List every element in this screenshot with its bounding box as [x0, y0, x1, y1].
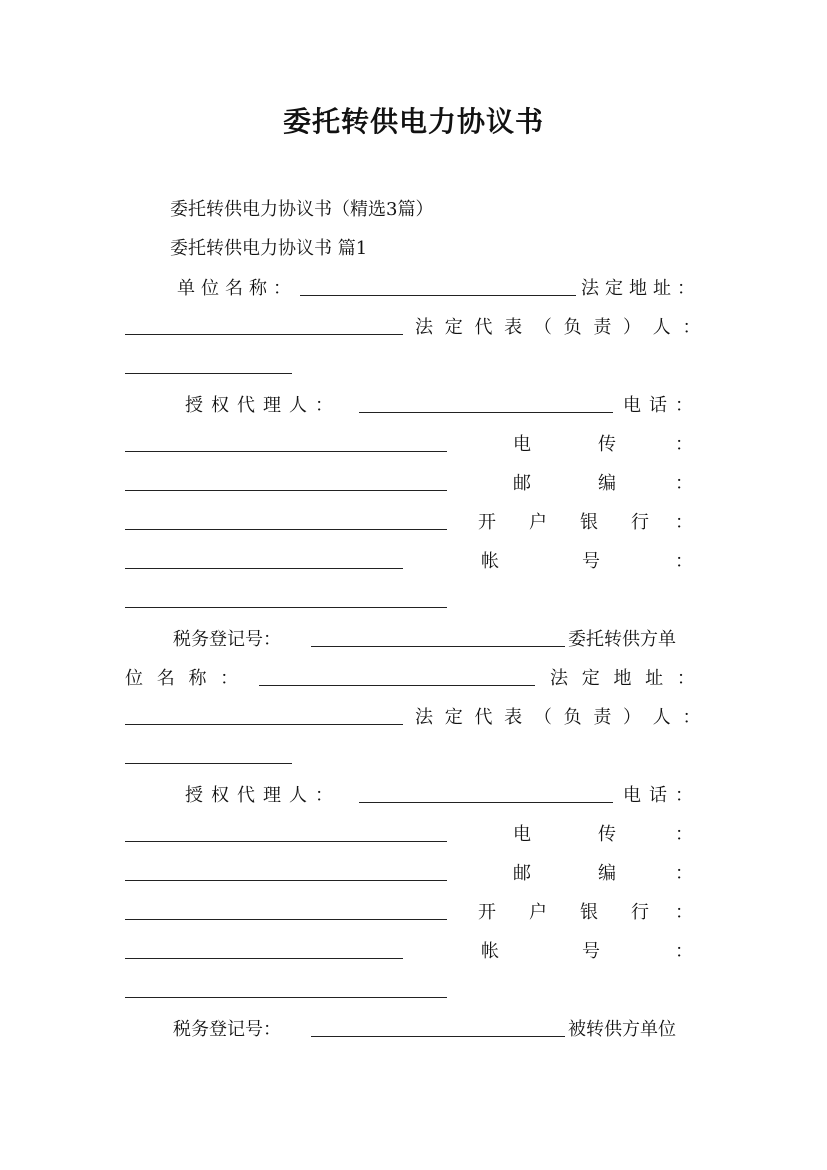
- p1-address-label: 法定地址：: [581, 278, 701, 299]
- p1-agent-blank[interactable]: [359, 393, 613, 413]
- p2-fax-blank[interactable]: [125, 861, 447, 881]
- p2-tax-label: 税务登记号：: [173, 1019, 281, 1040]
- p1-unit-line: [125, 276, 703, 302]
- p1-acct-label-b: 号: [582, 551, 600, 572]
- p2-acct-line: [125, 939, 703, 965]
- p2-unit-label: 位 名 称 ：: [125, 668, 243, 689]
- p1-acct-label-a: 帐: [481, 551, 499, 572]
- p1-acct-blank[interactable]: [125, 588, 447, 608]
- document-title: 委托转供电力协议书: [282, 105, 544, 138]
- p2-post-line: [125, 861, 703, 887]
- p1-rep-blank[interactable]: [125, 354, 292, 374]
- p2-phone-label: 电话：: [623, 785, 701, 806]
- p1-phone-label: 电话：: [623, 395, 701, 416]
- p2-address-blank[interactable]: [125, 705, 403, 725]
- p2-post-colon: ：: [675, 863, 693, 884]
- p1-address-blank[interactable]: [125, 315, 403, 335]
- p2-post-label-b: 编: [598, 863, 616, 884]
- p1-tax-label: 税务登记号：: [173, 629, 281, 650]
- p2-tax-line: [125, 1017, 703, 1043]
- p2-fax-line: [125, 822, 703, 848]
- p2-bank-colon: ：: [675, 902, 693, 923]
- p1-post-line: [125, 471, 703, 497]
- p2-post-label-a: 邮: [513, 863, 531, 884]
- p1-fax-colon: ：: [675, 434, 693, 455]
- p2-acct-colon: ：: [675, 941, 693, 962]
- p2-bank-line: [125, 900, 703, 926]
- p1-fax-label-a: 电: [513, 434, 531, 455]
- p2-rep-blank-line: [125, 744, 703, 770]
- p2-acct-blank-line: [125, 978, 703, 1004]
- p3-intro: 被转供方单位: [568, 1019, 676, 1040]
- p1-rep-label: 法 定 代 表 （ 负 责 ） 人 ：: [415, 317, 704, 338]
- p1-tax-line: [125, 627, 703, 653]
- p1-agent-line: [125, 393, 703, 419]
- p2-bank-char-3: 银: [580, 902, 598, 923]
- p2-rep-blank[interactable]: [125, 744, 292, 764]
- section-heading-line: [125, 236, 703, 262]
- p1-post-label-a: 邮: [513, 473, 531, 494]
- p2-tax-blank[interactable]: [311, 1017, 565, 1037]
- p1-bank-blank[interactable]: [125, 549, 403, 569]
- p1-bank-colon: ：: [675, 512, 693, 533]
- p2-agent-line: [125, 783, 703, 809]
- p1-post-blank[interactable]: [125, 510, 447, 530]
- p1-bank-char-3: 银: [580, 512, 598, 533]
- p1-unit-blank[interactable]: [300, 276, 576, 296]
- p1-agent-label: 授权代理人：: [185, 395, 341, 416]
- p2-fax-label-a: 电: [513, 824, 531, 845]
- p1-post-colon: ：: [675, 473, 693, 494]
- p2-acct-label-b: 号: [582, 941, 600, 962]
- p1-fax-line: [125, 432, 703, 458]
- p2-address-label: 法 定 地 址 ：: [550, 668, 699, 689]
- p2-bank-blank[interactable]: [125, 939, 403, 959]
- section-heading: 委托转供电力协议书 篇1: [170, 238, 368, 259]
- p1-acct-line: [125, 549, 703, 575]
- p2-fax-label-b: 传: [598, 824, 616, 845]
- p1-bank-char-2: 户: [529, 512, 547, 533]
- p1-rep-line: [125, 315, 703, 341]
- p1-acct-blank-line: [125, 588, 703, 614]
- p2-rep-label: 法 定 代 表 （ 负 责 ） 人 ：: [415, 707, 704, 728]
- p2-rep-line: [125, 705, 703, 731]
- p2-fax-colon: ：: [675, 824, 693, 845]
- p2-bank-char-2: 户: [529, 902, 547, 923]
- p2-agent-blank[interactable]: [359, 783, 613, 803]
- p1-acct-colon: ：: [675, 551, 693, 572]
- p2-unit-blank[interactable]: [259, 666, 535, 686]
- p2-intro: 委托转供方单: [568, 629, 676, 650]
- p1-bank-char-4: 行: [631, 512, 649, 533]
- p1-unit-label: 单位名称：: [177, 278, 297, 299]
- p2-bank-char-4: 行: [631, 902, 649, 923]
- p1-rep-blank-line: [125, 354, 703, 380]
- p2-post-blank[interactable]: [125, 900, 447, 920]
- p1-bank-char-1: 开: [478, 512, 496, 533]
- p2-agent-label: 授权代理人：: [185, 785, 341, 806]
- p1-fax-label-b: 传: [598, 434, 616, 455]
- p2-bank-char-1: 开: [478, 902, 496, 923]
- p2-unit-line: [125, 666, 703, 692]
- p1-tax-blank[interactable]: [311, 627, 565, 647]
- p2-phone-blank[interactable]: [125, 822, 447, 842]
- p1-phone-blank[interactable]: [125, 432, 447, 452]
- p1-fax-blank[interactable]: [125, 471, 447, 491]
- p1-bank-line: [125, 510, 703, 536]
- p2-acct-label-a: 帐: [481, 941, 499, 962]
- p2-acct-blank[interactable]: [125, 978, 447, 998]
- subtitle-line: [125, 197, 703, 223]
- subtitle: 委托转供电力协议书（精选3篇）: [170, 199, 434, 220]
- p1-post-label-b: 编: [598, 473, 616, 494]
